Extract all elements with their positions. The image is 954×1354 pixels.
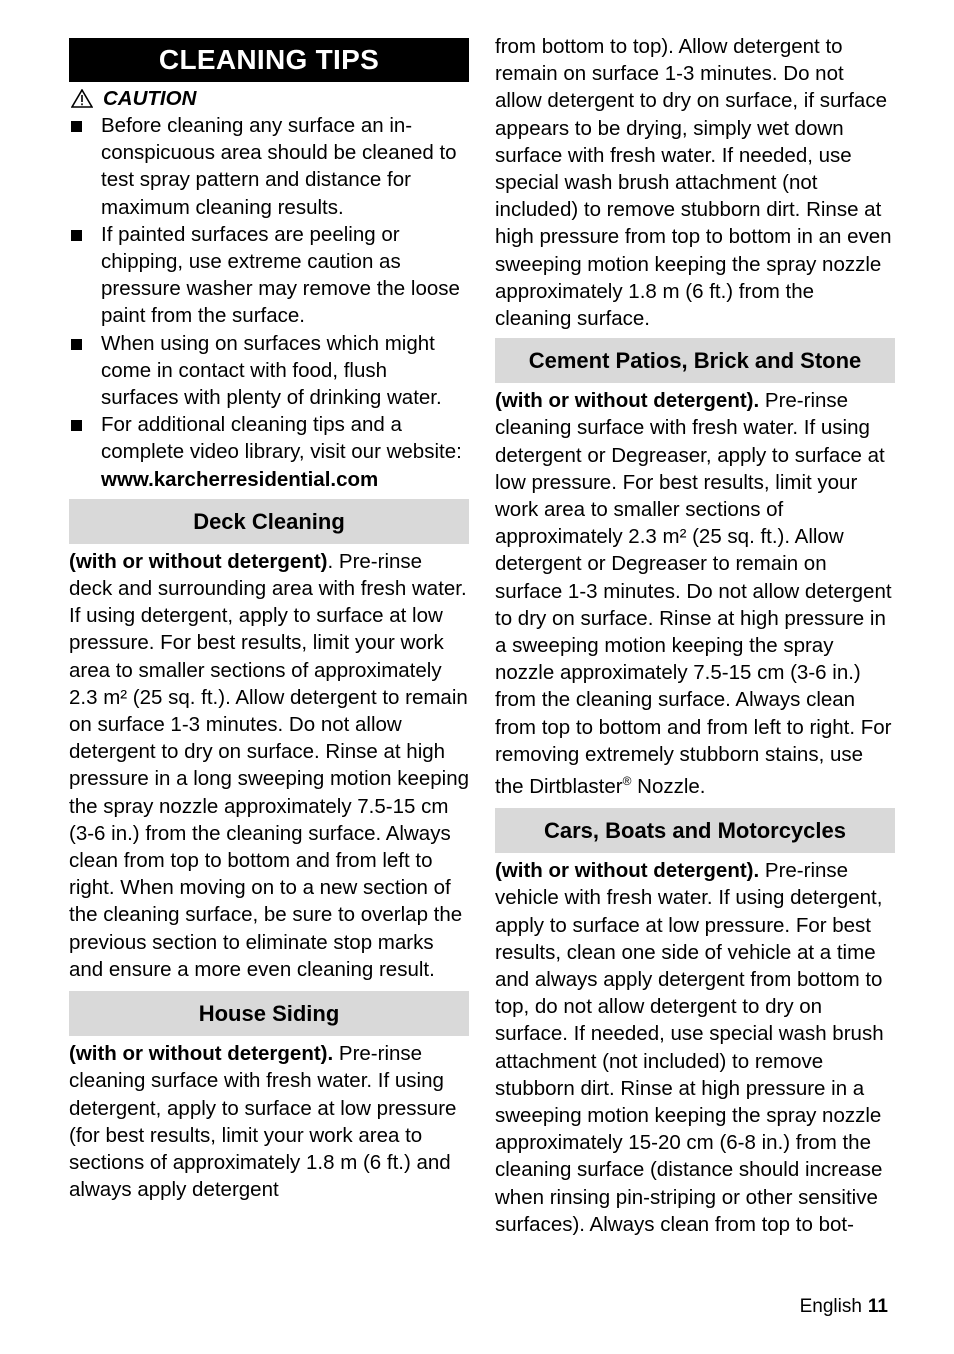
list-item: For additional cleaning tips and a complete video library, visit our website: [69, 411, 469, 465]
bullet-square-icon [71, 121, 82, 132]
cars-boats-heading: Cars, Boats and Motorcycles [495, 808, 895, 853]
caution-list [69, 112, 469, 466]
cement-patios-text: (with or without detergent). Pre-rinse cleaning surface with fresh water. If using detergent or Degreaser, apply to surface at low pressure. For best results, limit your work area to smaller sections of approximately 2.3 m² (25 sq. ft.). Allow detergent or Degreaser to remain on surface 1-3 minutes. Do not allow detergent to dry on surface. Rinse at high pressure in a sweeping motion keeping the spray nozzle approximately 7.5-15 cm (3-6 in.) from the cleaning surface. Always clean from top to bottom and from left to right. For removing extremely stubborn stains, use the Dirtblaster® Nozzle. [495, 389, 892, 798]
page-number: 11 [867, 1296, 888, 1317]
footer-language: English [799, 1296, 862, 1317]
list-item: When using on surfaces which might come in contact with food, flush surfaces with plenty of drinking water. [69, 330, 469, 412]
warning-icon [71, 89, 93, 108]
page-footer [800, 1296, 888, 1318]
bullet-square-icon [71, 339, 82, 350]
list-item: Before cleaning any surface an in-conspicuous area should be cleaned to test spray pattern and distance for maximum cleaning results. [69, 112, 469, 221]
caution-heading [69, 85, 469, 112]
left-column [69, 38, 469, 1203]
website-link[interactable]: www.karcherresidential.com [101, 467, 379, 491]
deck-cleaning-heading: Deck Cleaning [69, 499, 469, 544]
bullet-square-icon [71, 420, 82, 431]
bullet-square-icon [71, 230, 82, 241]
page-title: CLEANING TIPS [69, 38, 469, 82]
house-siding-text: (with or without detergent). Pre-rinse cleaning surface with fresh water. If using detergent, apply to surface at low pressure (for best results, limit your work area to sections of approximately 1.8 m (6 ft.) and always apply detergent [69, 1042, 457, 1202]
deck-cleaning-text: (with or without detergent). Pre-rinse deck and surrounding area with fresh water. If using detergent, apply to surface at low pressure. For best results, limit your work area to smaller sections of approximately 2.3 m² (25 sq. ft.). Allow detergent to remain on surface 1-3 minutes. Do not allow detergent to dry on surface. Rinse at high pressure in a long sweeping motion keeping the spray nozzle approximately 7.5-15 cm (3-6 in.) from the cleaning surface. Always clean from top to bottom and from left to right. When moving on to a new section of the cleaning surface, be sure to overlap the previous section to eliminate stop marks and ensure a more even cleaning result. [69, 549, 470, 981]
house-siding-heading: House Siding [69, 991, 469, 1036]
caution-label: CAUTION [103, 87, 197, 110]
list-item: If painted surfaces are peeling or chipping, use extreme caution as pressure washer may remove the loose paint from the surface. [69, 221, 469, 330]
house-siding-continued: from bottom to top). Allow detergent to remain on surface 1-3 minutes. Do not allow detergent to dry on surface, if surface appears to be drying, simply wet down surface with fresh water. If needed, use special wash brush attachment (not included) to remove stubborn dirt. Rinse at high pressure from top to bottom in an even sweeping motion keeping the spray nozzle approximately 1.8 m (6 ft.) from the cleaning surface. [495, 35, 892, 331]
right-column [495, 33, 895, 1238]
cement-patios-heading: Cement Patios, Brick and Stone [495, 338, 895, 383]
cars-boats-text: (with or without detergent). Pre-rinse vehicle with fresh water. If using detergent, apply to surface at low pressure. For best results, clean one side of vehicle at a time and always apply detergent from bottom to top, do not allow detergent to dry on surface. If needed, use special wash brush attachment (not included) to remove stubborn dirt. Rinse at high pressure in a sweeping motion keeping the spray nozzle approximately 15-20 cm (6-8 in.) from the cleaning surface (distance should increase when rinsing pin-striping or other sensitive surfaces). Always clean from top to bot- [495, 859, 884, 1236]
